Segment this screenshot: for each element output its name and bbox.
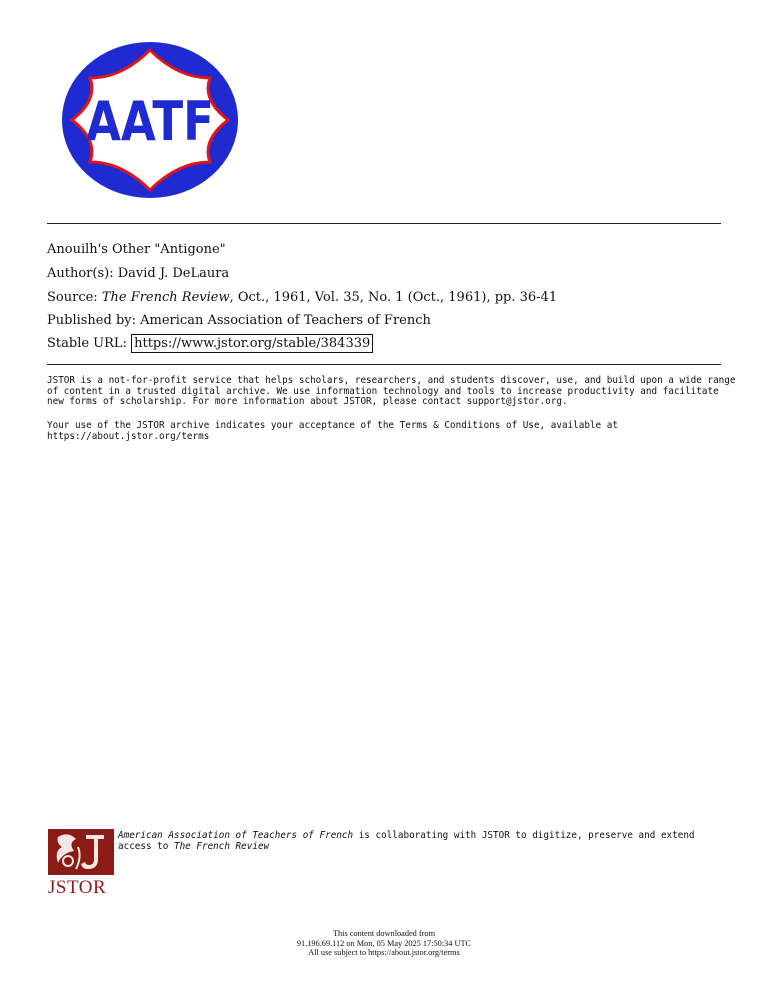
terms-notice: Your use of the JSTOR archive indicates your acceptance of the Terms & Conditions of Use, available at https://about.jstor.org/terms [47, 420, 618, 442]
publisher-label: Published by: [47, 313, 136, 328]
collaboration-notice [118, 831, 718, 852]
collaboration-text: is collaborating with JSTOR to digitize, preserve and extend access to [118, 830, 695, 852]
source-label: Source: [47, 290, 98, 305]
author-line [47, 266, 229, 281]
jstor-wordmark: JSTOR [48, 877, 107, 898]
footer-line-2: 91.196.69.112 on Mon, 05 May 2025 17:50:34 UTC [296, 938, 472, 948]
logo-text: AATF [86, 90, 214, 153]
article-title [47, 242, 226, 257]
jstor-logo-icon [48, 829, 114, 875]
publisher-name: American Association of Teachers of French [140, 313, 431, 328]
title-text: Anouilh's Other "Antigone" [47, 242, 226, 257]
top-divider [47, 223, 721, 224]
jstor-about-notice: JSTOR is a not-for-profit service that helps scholars, researchers, and students discover, use, and build upon a wide range of content in a trusted digital archive. We use information technology and tools to increase productivity and facilitate new forms of scholarship. For more information about JSTOR, please contact support@jstor.org. [47, 375, 736, 407]
aatf-logo [60, 40, 240, 200]
author-label: Author(s): [47, 266, 114, 281]
author-name: David J. DeLaura [117, 266, 230, 281]
stable-url-line [47, 336, 373, 351]
footer-line-1: This content downloaded from [332, 929, 436, 938]
stable-url-label: Stable URL: [47, 336, 127, 351]
download-footer [0, 929, 768, 958]
source-detail: , Oct., 1961, Vol. 35, No. 1 (Oct., 1961), pp. 36-41 [229, 290, 558, 305]
partner-name: American Association of Teachers of French [118, 830, 354, 841]
publisher-line [47, 313, 431, 328]
collaboration-journal: The French Review [173, 840, 270, 852]
journal-title: The French Review [101, 290, 230, 305]
footer-line-3: All use subject to https://about.jstor.org/terms [308, 948, 460, 957]
stable-url-link[interactable]: https://www.jstor.org/stable/384339 [131, 334, 373, 353]
middle-divider [47, 364, 721, 365]
source-line [47, 290, 557, 305]
